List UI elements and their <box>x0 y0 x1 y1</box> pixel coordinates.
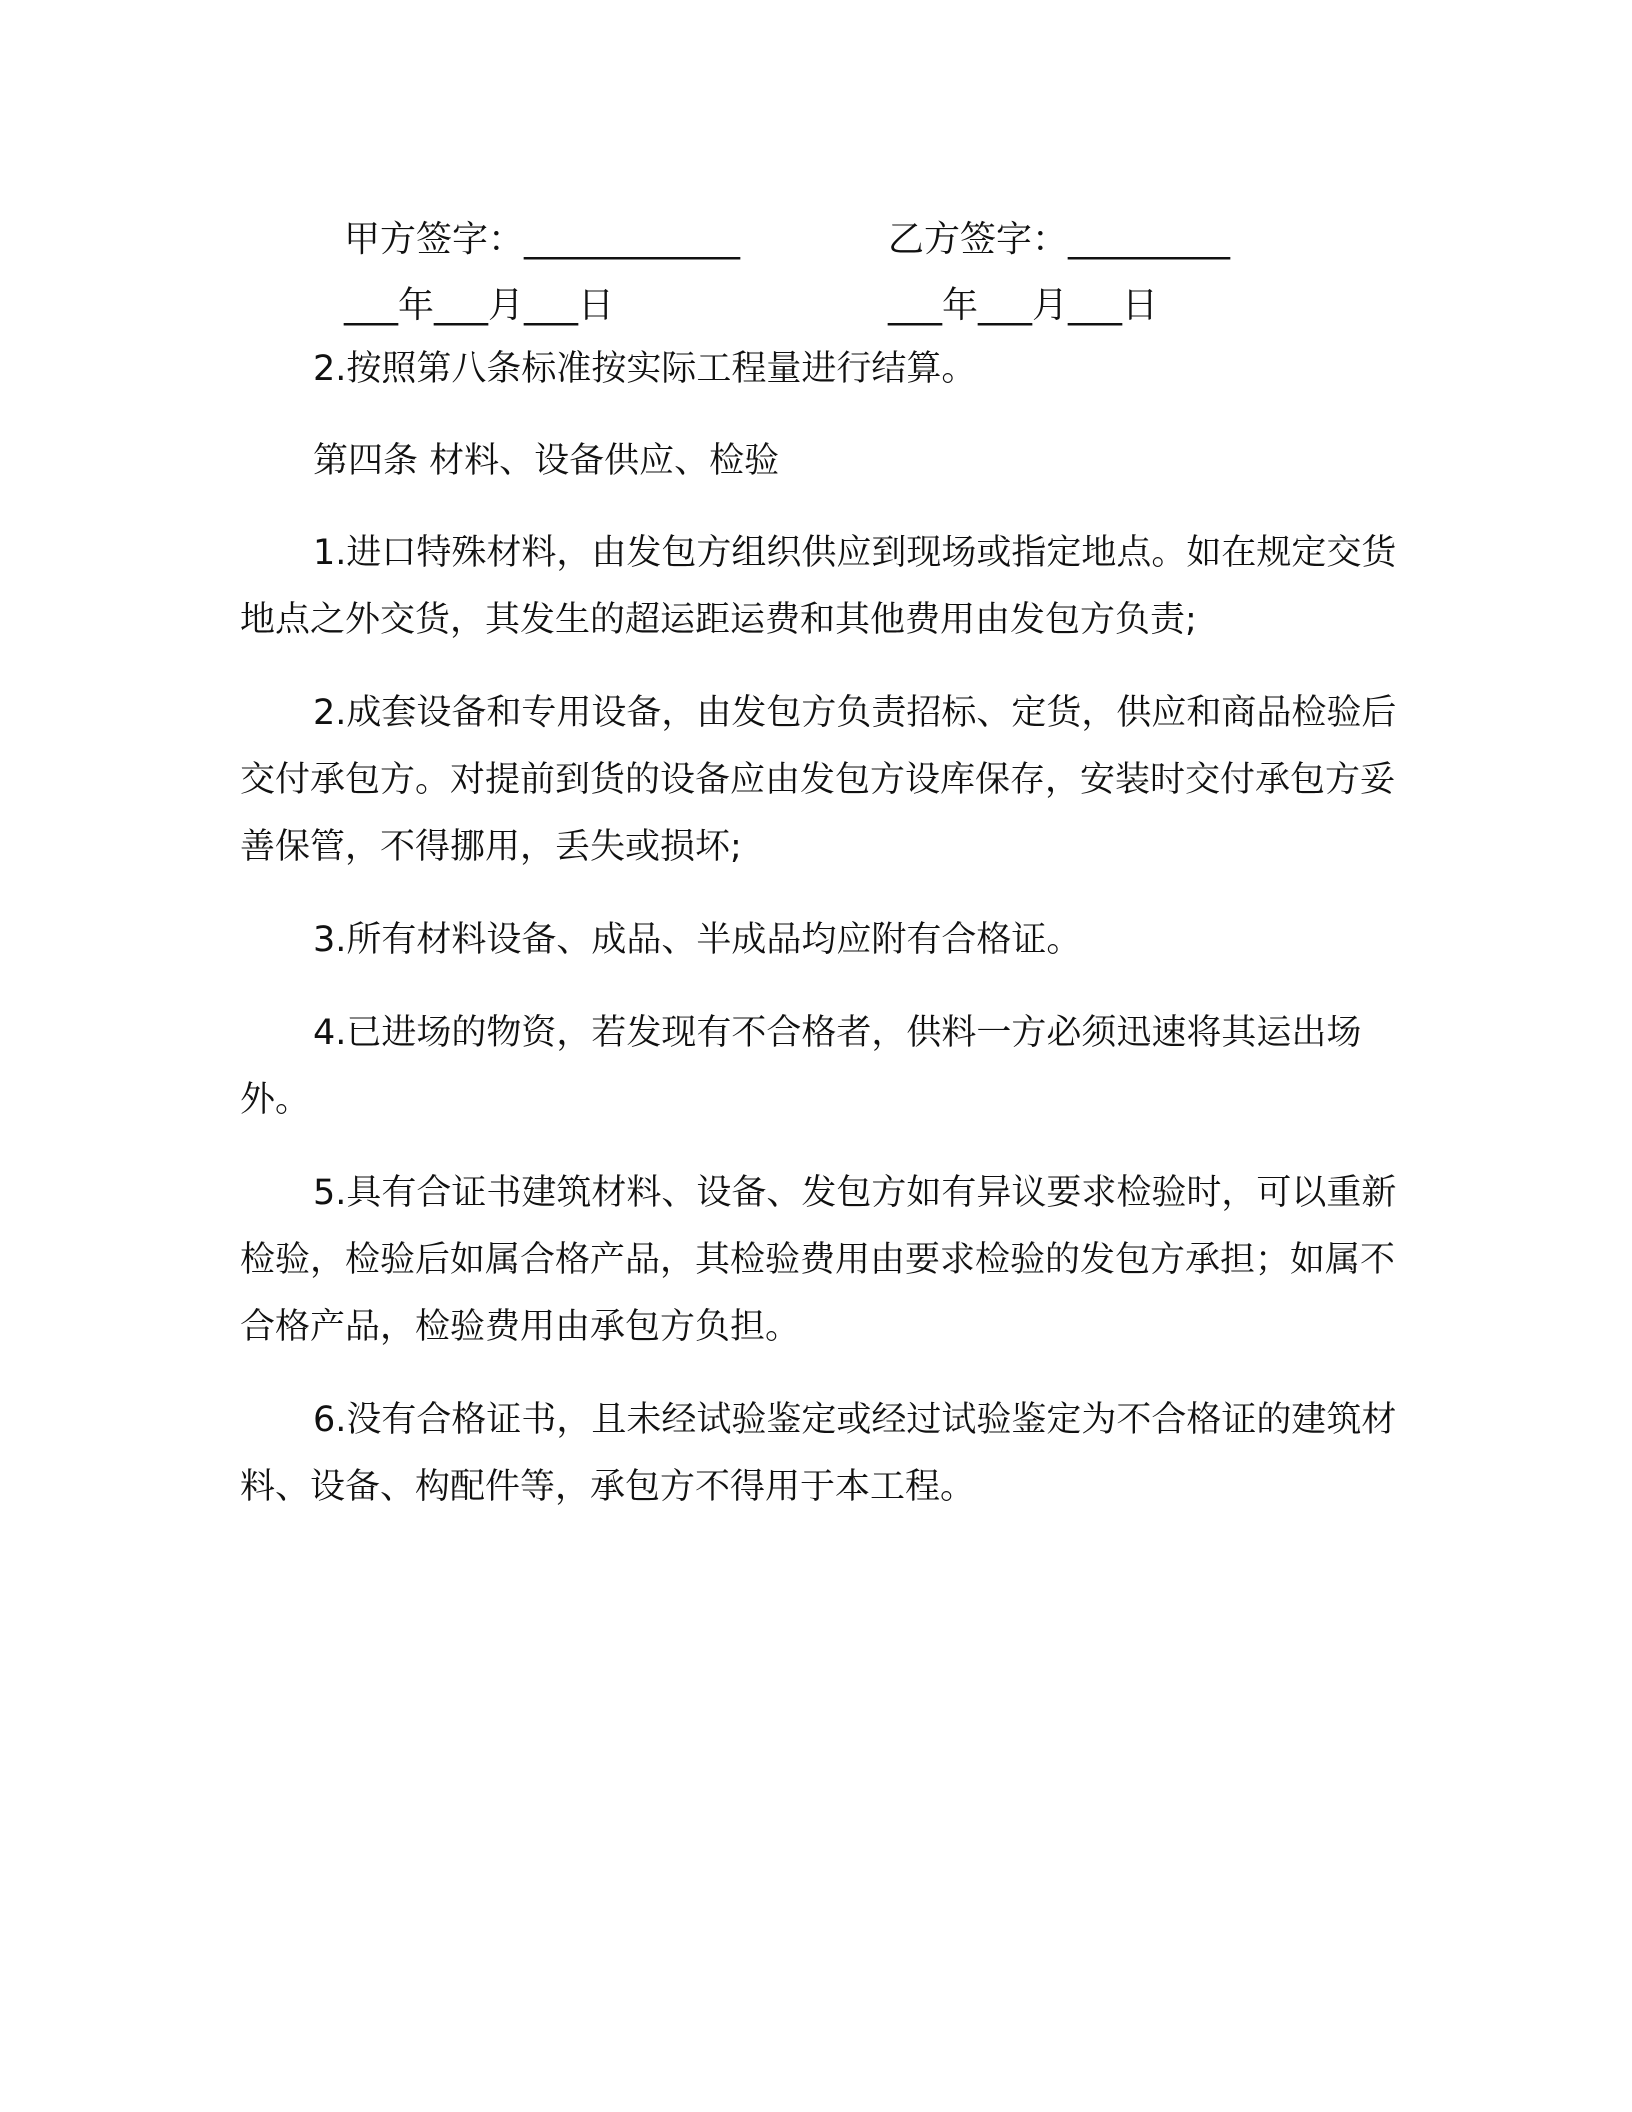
paragraph-text: 2.按照第八条标准按实际工程量进行结算。 <box>313 349 977 389</box>
party-b-signature-line: 乙方签字：_________ <box>888 219 1231 260</box>
paragraph-item-6 <box>240 1387 1400 1521</box>
paragraph-item-4 <box>240 1000 1400 1134</box>
paragraph-text: 1.进口特殊材料，由发包方组织供应到现场或指定地点。如在规定交货地点之外交货，其发生的超运距运费和其他费用由发包方负责; <box>240 533 1397 640</box>
section-heading-article-4 <box>240 428 1400 495</box>
paragraph-item-1 <box>240 520 1400 654</box>
paragraph-text: 2.成套设备和专用设备，由发包方负责招标、定货，供应和商品检验后交付承包方。对提前到货的设备应由发包方设库保存，安装时交付承包方妥善保管，不得挪用，丢失或损坏; <box>240 693 1397 867</box>
paragraph-item-5 <box>240 1160 1400 1361</box>
party-a-date-line: ___年___月___日 <box>344 285 615 326</box>
paragraph-text: 5.具有合证书建筑材料、设备、发包方如有异议要求检验时，可以重新检验，检验后如属合格产品，其检验费用由要求检验的发包方承担；如属不合格产品，检验费用由承包方负担。 <box>240 1173 1397 1347</box>
party-a-signature-line: 甲方签字：____________ <box>344 219 741 260</box>
paragraph-text: 6.没有合格证书，且未经试验鉴定或经过试验鉴定为不合格证的建筑材料、设备、构配件等，承包方不得用于本工程。 <box>240 1400 1397 1507</box>
paragraph-item-2 <box>240 680 1400 881</box>
paragraph-text: 3.所有材料设备、成品、半成品均应附有合格证。 <box>313 920 1082 960</box>
paragraph-item-3 <box>240 907 1400 974</box>
party-b-date-line: ___年___月___日 <box>888 285 1159 326</box>
paragraph-settlement <box>240 336 1400 403</box>
section-heading-text: 第四条 材料、设备供应、检验 <box>313 441 780 481</box>
paragraph-text: 4.已进场的物资，若发现有不合格者，供料一方必须迅速将其运出场外。 <box>240 1013 1362 1120</box>
